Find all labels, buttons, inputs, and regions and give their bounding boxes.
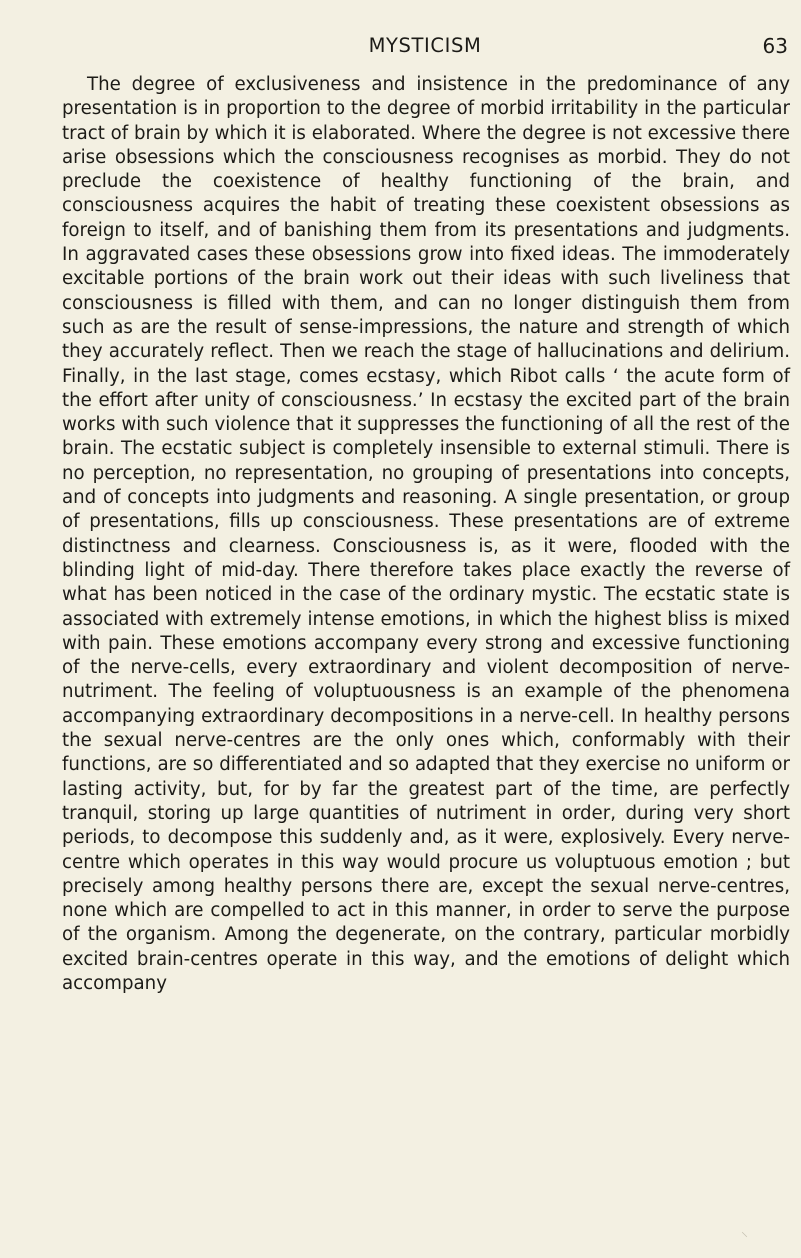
page-header <box>62 30 788 64</box>
running-head-title: MYSTICISM <box>368 34 482 57</box>
page-number: 63 <box>762 34 788 58</box>
body-paragraph: The degree of exclusiveness and insistence in the predominance of any presentation is in proportion to the degree of morbid irritability in the particular tract of brain by which it is elaborated. Where the degree is not excessive there arise obsessions which the consciousness recognises as morbid. They do not preclude the coexistence of healthy functioning of the brain, and consciousness acquires the habit of treating these coexistent obsessions as foreign to itself, and of banishing them from its presentations and judgments. In aggravated cases these obsessions grow into fixed ideas. The immoderately excitable portions of the brain work out their ideas with such liveliness that consciousness is filled with them, and can no longer distinguish them from such as are the result of sense-impressions, the nature and strength of which they accurately reflect. Then we reach the stage of hallucinations and delirium. Finally, in the last stage, comes ecstasy, which Ribot calls ‘ the acute form of the effort after unity of consciousness.’ In ecstasy the excited part of the brain works with such violence that it suppresses the functioning of all the rest of the brain. The ecstatic subject is completely insensible to external stimuli. There is no perception, no representation, no grouping of presentations into concepts, and of concepts into judgments and reasoning. A single presentation, or group of presentations, fills up consciousness. These presentations are of extreme distinctness and clearness. Consciousness is, as it were, flooded with the blinding light of mid-day. There therefore takes place exactly the reverse of what has been noticed in the case of the ordinary mystic. The ecstatic state is associated with extremely intense emotions, in which the highest bliss is mixed with pain. These emotions accompany every strong and excessive functioning of the nerve-cells, every extraordinary and violent decomposition of nerve-nutriment. The feeling of voluptuousness is an example of the phenomena accompanying extraordinary decompositions in a nerve-cell. In healthy persons the sexual nerve-centres are the only ones which, conformably with their functions, are so differentiated and so adapted that they exercise no uniform or lasting activity, but, for by far the greatest part of the time, are perfectly tranquil, storing up large quantities of nutriment in order, during very short periods, to decompose this suddenly and, as it were, explosively. Every nerve-centre which operates in this way would procure us voluptuous emotion ; but precisely among healthy persons there are, except the sexual nerve-centres, none which are compelled to act in this manner, in order to serve the purpose of the organism. Among the degenerate, on the contrary, particular morbidly excited brain-centres operate in this way, and the emotions of delight which accompany <box>62 74 790 994</box>
paper-speck-mark: ⸜ <box>741 1224 748 1240</box>
